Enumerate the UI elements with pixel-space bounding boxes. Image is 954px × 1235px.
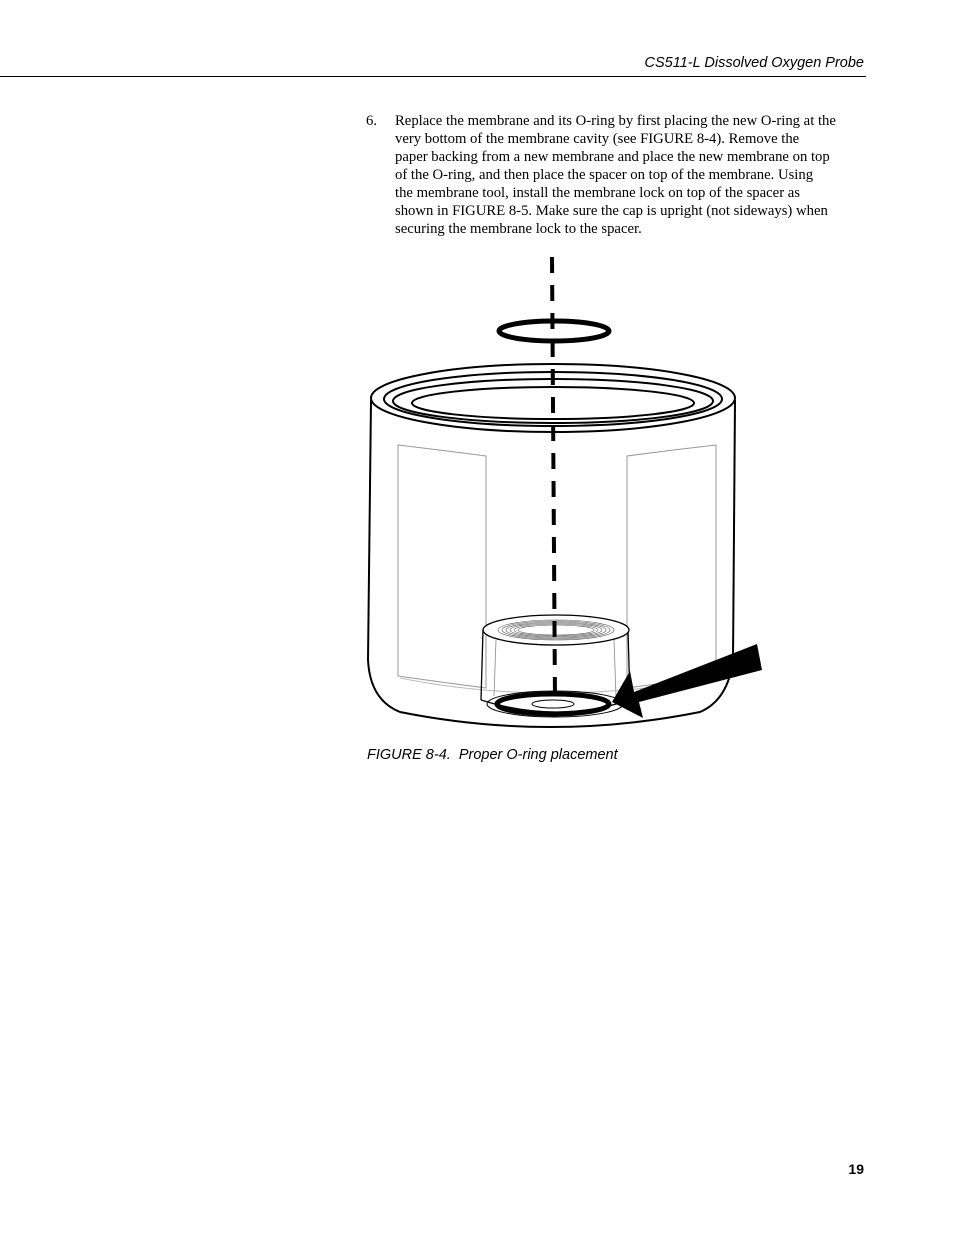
step-line: of the O-ring, and then place the spacer on top of the membrane. Using <box>395 167 814 183</box>
header-rule <box>0 76 866 77</box>
figure-caption: FIGURE 8-4. Proper O-ring placement <box>367 747 618 763</box>
step-line: shown in FIGURE 8-5. Make sure the cap is upright (not sideways) when <box>395 203 828 219</box>
step-line: very bottom of the membrane cavity (see FIGURE 8-4). Remove the <box>395 131 800 147</box>
oring-placement-figure <box>360 250 780 740</box>
step-line: the membrane tool, install the membrane lock on top of the spacer as <box>395 185 801 201</box>
step-line: paper backing from a new membrane and place the new membrane on top <box>395 149 830 165</box>
step-line: Replace the membrane and its O-ring by first placing the new O-ring at the <box>395 113 836 129</box>
running-header-title: CS511-L Dissolved Oxygen Probe <box>644 55 864 71</box>
step-line: securing the membrane lock to the spacer. <box>395 221 642 237</box>
page-number: 19 <box>848 1161 864 1177</box>
step-number: 6. <box>366 113 378 129</box>
step-text <box>395 112 866 238</box>
